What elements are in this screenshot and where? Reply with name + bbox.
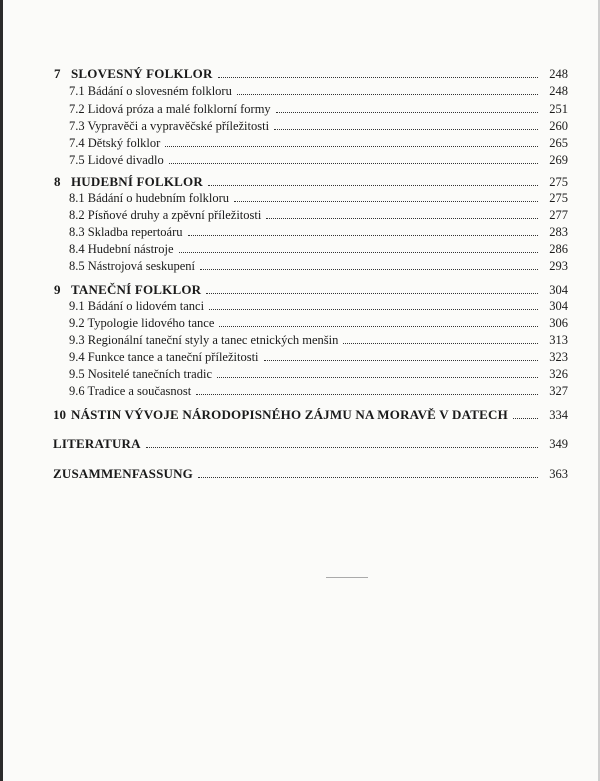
toc-chapter [0,407,600,423]
dot-leader [513,418,538,419]
page-number: 326 [549,367,568,381]
chapter-title: HUDEBNÍ FOLKLOR [71,174,203,189]
page-number: 323 [549,350,568,364]
toc-section [0,207,600,223]
toc-section [0,366,600,382]
dot-leader [274,129,538,130]
section-title: 7.1 Bádání o slovesném folkloru [69,84,232,98]
dot-leader [196,394,538,395]
dot-leader [165,146,538,147]
toc-chapter [0,66,600,82]
toc-section [0,315,600,331]
page-number: 248 [549,67,568,81]
chapter-title: LITERATURA [53,436,141,451]
toc-section [0,135,600,151]
page-number: 334 [549,408,568,422]
toc-section [0,83,600,99]
page-number: 293 [549,259,568,273]
page-number: 269 [549,153,568,167]
chapter-title: SLOVESNÝ FOLKLOR [71,66,213,81]
dot-leader [343,343,538,344]
section-title: 7.3 Vypravěči a vypravěčské příležitosti [69,119,270,133]
dot-leader [169,163,538,164]
toc-section [0,241,600,257]
toc-section [0,152,600,168]
section-title: 9.4 Funkce tance a taneční příležitosti [69,350,259,364]
scan-mark [326,577,368,578]
section-title: 8.2 Písňové druhy a zpěvní příležitosti [69,208,262,222]
page-number: 275 [549,175,568,189]
dot-leader [276,112,538,113]
dot-leader [234,201,538,202]
section-title: 9.2 Typologie lidového tance [69,316,215,330]
chapter-title: ZUSAMMENFASSUNG [53,466,193,481]
toc-section [0,332,600,348]
toc-section [0,383,600,399]
page-number: 251 [549,102,568,116]
page-number: 277 [549,208,568,222]
section-title: 9.1 Bádání o lidovém tanci [69,299,205,313]
page-number: 283 [549,225,568,239]
section-title: 9.5 Nositelé tanečních tradic [69,367,212,381]
page-number: 286 [549,242,568,256]
dot-leader [188,235,538,236]
section-title: 7.4 Dětský folklor [69,136,161,150]
page-number: 275 [549,191,568,205]
toc-chapter [0,436,600,452]
section-title: 8.3 Skladba repertoáru [69,225,183,239]
chapter-number: 9 [54,282,61,297]
page-number: 304 [549,299,568,313]
section-title: 8.1 Bádání o hudebním folkloru [69,191,230,205]
section-title: 9.3 Regionální taneční styly a tanec etnických menšin [69,333,339,347]
page-number: 306 [549,316,568,330]
page-number: 260 [549,119,568,133]
dot-leader [218,77,538,78]
dot-leader [217,377,538,378]
chapter-title: TANEČNÍ FOLKLOR [71,282,202,297]
page-number: 313 [549,333,568,347]
toc-section [0,298,600,314]
chapter-number: 8 [54,174,61,189]
page-number: 363 [549,467,568,481]
section-title: 9.6 Tradice a současnost [69,384,192,398]
page-number: 304 [549,283,568,297]
section-title: 8.5 Nástrojová seskupení [69,259,196,273]
page-number: 265 [549,136,568,150]
toc-section [0,190,600,206]
section-title: 8.4 Hudební nástroje [69,242,174,256]
dot-leader [146,447,538,448]
toc-chapter [0,466,600,482]
toc-section [0,224,600,240]
page-number: 349 [549,437,568,451]
chapter-number: 7 [54,66,61,81]
toc-chapter [0,174,600,190]
dot-leader [237,94,538,95]
chapter-title: NÁSTIN VÝVOJE NÁRODOPISNÉHO ZÁJMU NA MORAVĚ V DATECH [71,407,508,422]
dot-leader [198,477,538,478]
toc-section [0,349,600,365]
toc-chapter [0,282,600,298]
dot-leader [209,309,538,310]
chapter-number: 10 [53,407,66,422]
section-title: 7.2 Lidová próza a malé folklorní formy [69,102,271,116]
dot-leader [264,360,538,361]
page-number: 327 [549,384,568,398]
dot-leader [266,218,538,219]
section-title: 7.5 Lidové divadlo [69,153,164,167]
dot-leader [179,252,539,253]
dot-leader [219,326,538,327]
dot-leader [208,185,538,186]
toc-section [0,101,600,117]
toc-section [0,258,600,274]
dot-leader [206,293,538,294]
dot-leader [200,269,538,270]
toc-section [0,118,600,134]
page-number: 248 [549,84,568,98]
